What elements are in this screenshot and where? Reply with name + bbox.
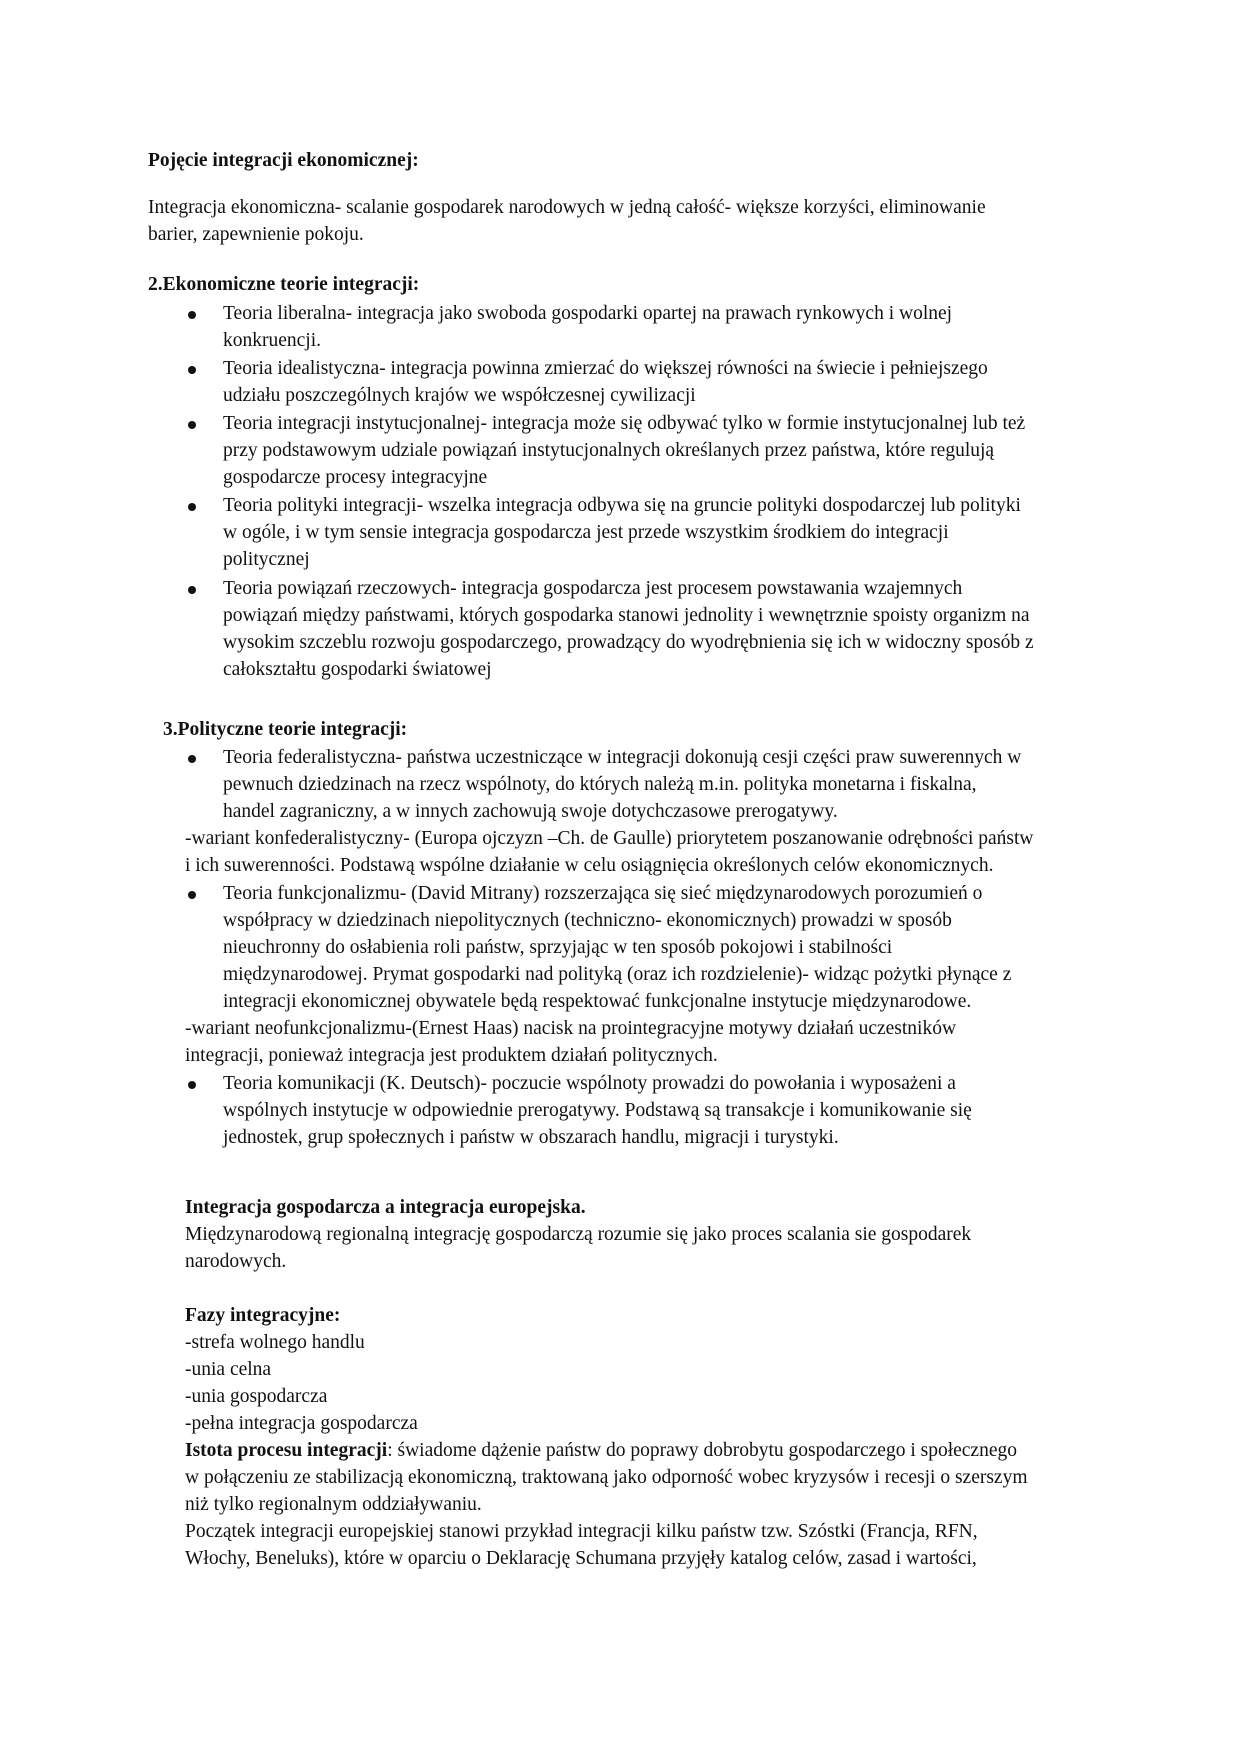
definition-line-1: Międzynarodową regionalną integrację gospodarczą rozumie się jako proces scalania sie gospodarek [185, 1224, 972, 1245]
bullet-icon [188, 1081, 196, 1089]
heading-phases: Fazy integracyjne: [185, 1305, 341, 1326]
definition-line-2: narodowych. [185, 1251, 287, 1272]
list-item-text: Teoria funkcjonalizmu- (David Mitrany) rozszerzająca się sieć międzynarodowych porozumień o [223, 883, 983, 904]
essence-text: : świadome dążenie państw do poprawy dobrobytu gospodarczego i społecznego [387, 1440, 1017, 1461]
phase-item: -pełna integracja gospodarcza [185, 1413, 418, 1434]
closing-line-2: Włochy, Beneluks), które w oparciu o Deklarację Schumana przyjęły katalog celów, zasad i wartości, [185, 1548, 977, 1569]
essence-line-1 [185, 1438, 1017, 1464]
bullet-icon [188, 891, 196, 899]
essence-line-2: w połączeniu ze stabilizacją ekonomiczną, traktowaną jako odporność wobec kryzysów i recesji o szerszym [185, 1467, 1028, 1488]
essence-line-3: niż tylko regionalnym oddziaływaniu. [185, 1494, 482, 1515]
bullet-icon [188, 586, 196, 594]
list-item-text: jednostek, grup społecznych i państw w obszarach handlu, migracji i turystyki. [223, 1127, 839, 1148]
list-item-text: Teoria integracji instytucjonalnej- integracja może się odbywać tylko w formie instytucjonalnej lub też [223, 413, 1026, 434]
list-item-text: integracji ekonomicznej obywatele będą respektować funkcjonalne instytucje międzynarodowe. [223, 991, 972, 1012]
list-item-text: Teoria komunikacji (K. Deutsch)- poczucie wspólnoty prowadzi do powołania i wyposażeni a [223, 1073, 956, 1094]
list-item-text: wspólnych instytucje w odpowiednie prerogatywy. Podstawą są transakcje i komunikowanie się [223, 1100, 972, 1121]
list-item-text: Teoria federalistyczna- państwa uczestniczące w integracji dokonują cesji części praw suwerennych w [223, 747, 1022, 768]
list-item-text: powiązań między państwami, których gospodarka stanowi jednolity i wewnętrznie spoisty organizm na [223, 605, 1030, 626]
phase-item: -strefa wolnego handlu [185, 1332, 365, 1353]
essence-label: Istota procesu integracji [185, 1440, 388, 1461]
heading-economic-theories: 2.Ekonomiczne teorie integracji: [148, 274, 420, 295]
variant-text: -wariant konfederalistyczny- (Europa ojczyzn –Ch. de Gaulle) priorytetem poszanowanie odrębności państw [185, 828, 1034, 849]
intro-line-2: barier, zapewnienie pokoju. [148, 224, 364, 245]
closing-line-1: Początek integracji europejskiej stanowi przykład integracji kilku państw tzw. Szóstki (Francja, RFN, [185, 1521, 978, 1542]
list-item-text: Teoria liberalna- integracja jako swoboda gospodarki opartej na prawach rynkowych i wolnej [223, 303, 953, 324]
bullet-icon [188, 755, 196, 763]
bullet-icon [188, 311, 196, 319]
list-item-text: konkruencji. [223, 330, 322, 351]
phase-item: -unia celna [185, 1359, 272, 1380]
list-item-text: międzynarodowej. Prymat gospodarki nad polityką (oraz ich rozdzielenie)- widząc pożytki płynące z [223, 964, 1012, 985]
phase-item: -unia gospodarcza [185, 1386, 328, 1407]
list-item-text: Teoria powiązań rzeczowych- integracja gospodarcza jest procesem powstawania wzajemnych [223, 578, 963, 599]
variant-text: integracji, ponieważ integracja jest produktem działań politycznych. [185, 1045, 718, 1066]
heading-european-integration: Integracja gospodarcza a integracja europejska. [185, 1197, 586, 1218]
list-item-text: wysokim szczeblu rozwoju gospodarczego, prowadzący do wyodrębnienia się ich w widoczny sposób z [223, 632, 1034, 653]
bullet-icon [188, 421, 196, 429]
list-item-text: nieuchronny do osłabienia roli państw, sprzyjając w ten sposób pokojowi i stabilności [223, 937, 893, 958]
list-item-text: w ogóle, i w tym sensie integracja gospodarcza jest przede wszystkim środkiem do integracji [223, 522, 949, 543]
bullet-icon [188, 366, 196, 374]
list-item-text: udziału poszczególnych krajów we współczesnej cywilizacji [223, 385, 696, 406]
list-item-text: Teoria idealistyczna- integracja powinna zmierzać do większej równości na świecie i pełniejszego [223, 358, 988, 379]
list-item-text: politycznej [223, 549, 310, 570]
intro-line-1: Integracja ekonomiczna- scalanie gospodarek narodowych w jedną całość- większe korzyści, eliminowanie [148, 197, 986, 218]
heading-political-theories: 3.Polityczne teorie integracji: [163, 719, 408, 740]
list-item-text: gospodarcze procesy integracyjne [223, 467, 488, 488]
variant-text: -wariant neofunkcjonalizmu-(Ernest Haas) nacisk na prointegracyjne motywy działań uczestników [185, 1018, 957, 1039]
list-item-text: całokształtu gospodarki światowej [223, 659, 492, 680]
variant-text: i ich suwerenności. Podstawą wspólne działanie w celu osiągnięcia określonych celów ekonomicznych. [185, 855, 994, 876]
list-item-text: Teoria polityki integracji- wszelka integracja odbywa się na gruncie polityki dospodarczej lub polityki [223, 495, 1021, 516]
list-item-text: handel zagraniczny, a w innych zachowują swoje dotychczasowe prerogatywy. [223, 801, 838, 822]
bullet-icon [188, 503, 196, 511]
list-item-text: przy podstawowym udziale powiązań instytucjonalnych określanych przez państwa, które regulują [223, 440, 995, 461]
list-item-text: współpracy w dziedzinach niepolitycznych (techniczno- ekonomicznych) prowadzi w sposób [223, 910, 952, 931]
list-item-text: pewnuch dziedzinach na rzecz wspólnoty, do których należą m.in. polityka monetarna i fiskalna, [223, 774, 977, 795]
heading-economic-integration: Pojęcie integracji ekonomicznej: [148, 150, 419, 171]
